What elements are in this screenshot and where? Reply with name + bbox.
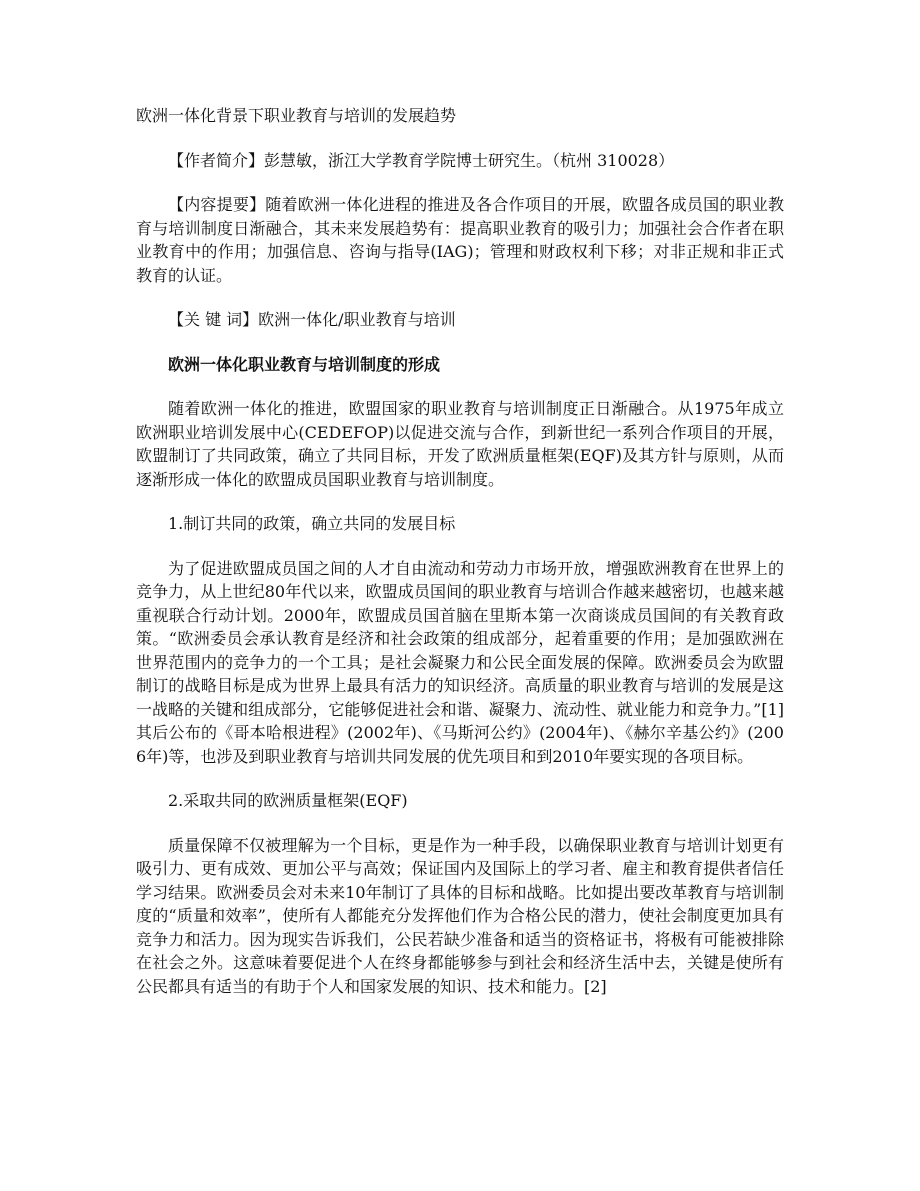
paragraph-intro: 随着欧洲一体化的推进，欧盟国家的职业教育与培训制度正日渐融合。从1975年成立欧洲职业培训发展中心(CEDEFOP)以促进交流与合作，到新世纪一系列合作项目的开展，欧盟制订了共同政策，确立了共同目标，开发了欧洲质量框架(EQF)及其方针与原则，从而逐渐形成一体化的欧盟成员国职业教育与培训制度。 <box>136 399 784 489</box>
author-intro: 【作者简介】彭慧敏，浙江大学教育学院博士研究生。（杭州 310028） <box>168 150 675 170</box>
section-heading: 欧洲一体化职业教育与培训制度的形成 <box>168 354 441 374</box>
paragraph-1: 为了促进欧盟成员国之间的人才自由流动和劳动力市场开放，增强欧洲教育在世界上的竞争力，从上世纪80年代以来，欧盟成员国间的职业教育与培训合作越来越密切，也越来越重视联合行动计划。2000年，欧盟成员国首脑在里斯本第一次商谈成员国间的有关教育政策。“欧洲委员会承认教育是经济和社会政策的组成部分，起着重要的作用；是加强欧洲在世界范围内的竞争力的一个工具；是社会凝聚力和公民全面发展的保障。欧洲委员会为欧盟制订的战略目标是成为世界上最具有活力的知识经济。高质量的职业教育与培训的发展是这一战略的关键和组成部分，它能够促进社会和谐、凝聚力、流动性、就业能力和竞争力。”[1]其后公布的《哥本哈根进程》(2002年)、《马斯河公约》(2004年)、《赫尔辛基公约》(2006年)等，也涉及到职业教育与培训共同发展的优先项目和到2010年要实现的各项目标。 <box>136 558 784 766</box>
paragraph-2: 质量保障不仅被理解为一个目标，更是作为一种手段，以确保职业教育与培训计划更有吸引力、更有成效、更加公平与高效；保证国内及国际上的学习者、雇主和教育提供者信任学习结果。欧洲委员会对未来10年制订了具体的目标和战略。比如提出要改革教育与培训制度的“质量和效率”，使所有人都能充分发挥他们作为合格公民的潜力，使社会制度更加具有竞争力和活力。因为现实告诉我们，公民若缺少准备和适当的资格证书，将极有可能被排除在社会之外。这意味着要促进个人在终身都能够参与到社会和经济生活中去，关键是使所有公民都具有适当的有助于个人和国家发展的知识、技术和能力。[2] <box>136 835 784 996</box>
subheading-1: 1.制订共同的政策，确立共同的发展目标 <box>168 514 456 533</box>
keywords: 【关 键 词】欧洲一体化/职业教育与培训 <box>168 310 456 329</box>
document-title: 欧洲一体化背景下职业教育与培训的发展趋势 <box>136 106 457 125</box>
abstract: 【内容提要】随着欧洲一体化进程的推进及各合作项目的开展，欧盟各成员国的职业教育与培训制度日渐融合，其未来发展趋势有：提高职业教育的吸引力；加强社会合作者在职业教育中的作用；加强信息、咨询与指导(IAG)；管理和财政权利下移；对非正规和非正式教育的认证。 <box>136 195 784 285</box>
document-page <box>136 104 784 998</box>
subheading-2: 2.采取共同的欧洲质量框架(EQF) <box>168 791 408 810</box>
